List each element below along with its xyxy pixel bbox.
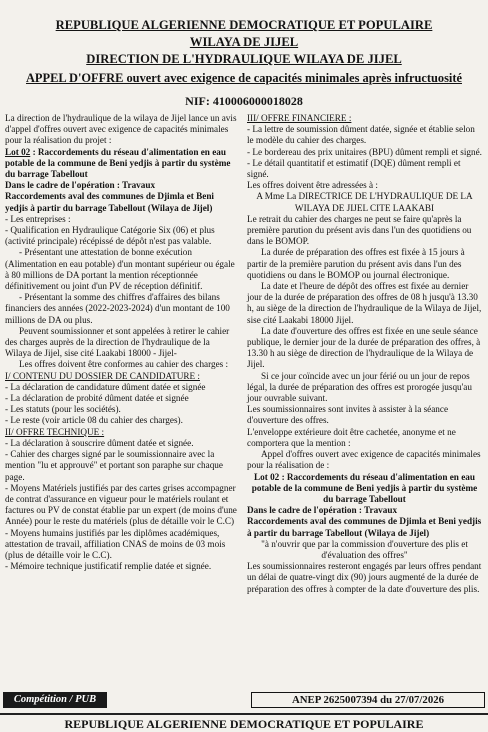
operation-label: Dans le cadre de l'opération : Travaux: [5, 180, 156, 191]
lot-title: [5, 147, 237, 181]
list-item: - La lettre de soumission dûment datée, signée et établie selon le modèle du cahier des charges.: [247, 124, 475, 146]
list-item: - La déclaration de probité dûment datée et signée: [5, 393, 189, 404]
right-column: [247, 113, 482, 595]
header-republic: REPUBLIQUE ALGERIENNE DEMOCRATIQUE ET POPULAIRE: [55, 18, 433, 32]
left-column: [5, 113, 237, 572]
qualification-req: - Qualification en Hydraulique Catégorie Six (06) et plus (activité principale) récépissé de dépôt n'est pas valable.: [5, 225, 215, 247]
intro-paragraph: La direction de l'hydraulique de la wilaya de Jijel lance un avis d'appel d'offres ouvert avec exigence de capacités minimales pour la réalisation du projet :: [5, 113, 237, 146]
attestation-req: - Présentant une attestation de bonne exécution (Alimentation en eau potable) d'un montant supérieur ou égale à 80 millions de DA portant la mention réceptionnée définitivement ou joint d'un PV de réception définitif.: [5, 247, 235, 292]
opening-date: La date d'ouverture des offres est fixée en une seule séance publique, le dernier jour de la durée de préparation des offres, à 13.30 h au siège de direction de l'hydraulique de la Wilaya de Jijel.: [247, 325, 481, 370]
nif-number: NIF: 410006000018028: [185, 94, 303, 108]
list-item: - Moyens Matériels justifiés par des cartes grises accompagner de contrat d'assurance en vigueur pour le matériels roulant et factures ou PV de constat établie par un expert (de moins d'une Année) pour le reste du matériels (plus de détaille voir le C.C): [5, 482, 237, 527]
operation-title: Raccordements aval des communes de Djimla et Beni yedjis à partir du barrage Tabellout (Wilaya de Jijel): [5, 191, 214, 213]
list-item: - La déclaration de candidature dûment datée et signée: [5, 381, 206, 392]
companies-label: - Les entreprises :: [5, 213, 71, 224]
section-financiere-title: III/ OFFRE FINANCIERE :: [247, 113, 352, 123]
withdraw-info: Peuvent soumissionner et sont appelées à retirer le cahier des charges auprès de la direction de l'hydraulique de la Wilaya de Jijel, sise cité Laakabi 18000 - Jijel-: [5, 325, 230, 359]
lot-label: Lot 02: [5, 146, 31, 157]
turnover-req: - Présentant la somme des chiffres d'affaires des bilans financiers des années (2022-2023-2024) d'un montant de 100 millions de DA ou plus.: [5, 292, 230, 325]
address-recipient: A Mme La DIRECTRICE DE L'HYDRAULIQUE DE LA WILAYA DE JIJEL CITE LAAKABI: [256, 191, 473, 213]
withdrawal-rule: Le retrait du cahier des charges ne peut se faire qu'après la première parution du présent avis dans l'un des quotidiens ou dans le BOMOP.: [247, 213, 472, 247]
list-item: - Le détail quantitatif et estimatif (DQE) dûment rempli et signé.: [247, 157, 461, 180]
list-item: - La déclaration à souscrire dûment datée et signée.: [5, 437, 194, 448]
list-item: - Le reste (voir article 08 du cahier des charges).: [5, 415, 183, 426]
envelope-mention: Appel d'offres ouvert avec exigence de capacités minimales pour la réalisation de :: [247, 449, 481, 471]
list-item: - Les statuts (pour les sociétés).: [5, 404, 121, 415]
list-item: - Moyens humains justifiés par les diplômes académiques, attestation de travail, affiliation CNAS de moins de 03 mois (plus de détaille voir le C.C).: [5, 527, 226, 560]
section-candidature-title: I/ CONTENU DU DOSSIER DE CANDIDATURE :: [5, 370, 200, 381]
deposit-date: La date et l'heure de dépôt des offres est fixée au dernier jour de la durée de préparation des offres de 08 h jusqu'à 13.30 h, au siège de la direction de l'hydraulique de la Wilaya de Jijel, sise cité Laakabi 18000 Jijel.: [247, 281, 482, 325]
list-item: - Le bordereau des prix unitaires (BPU) dûment rempli et signé.: [247, 146, 482, 157]
divider: [0, 713, 488, 715]
footer-bar: [3, 692, 485, 708]
competition-badge: Compétition / PUB: [3, 692, 107, 708]
lot-rest: : Raccordements du réseau d'alimentation en eau potable de la commune de Beni yedjis à partir du système du barrage Tabellout: [5, 146, 231, 180]
header-direction: DIRECTION DE L'HYDRAULIQUE WILAYA DE JIJEL: [86, 52, 402, 66]
operation-label-repeat: Dans le cadre de l'opération : Travaux: [247, 505, 398, 516]
header-wilaya: WILAYA DE JIJEL: [189, 35, 299, 49]
operation-title-repeat: Raccordements aval des communes de Djimla et Beni yedjis à partir du barrage Tabellout (Wilaya de Jijel): [247, 516, 482, 538]
prep-duration: La durée de préparation des offres est fixée à 15 jours à partir de la première parution du présent avis dans l'un des quotidiens ou dans le BOMOP ou journal électronique.: [247, 247, 465, 280]
list-item: - Cahier des charges signé par le soumissionnaire avec la mention "lu et approuvé" et portant son paraphe sur chaque page.: [5, 449, 223, 482]
validity-note: Les soumissionnaires resteront engagés par leurs offres pendant un délai de quatre-vingt dix (90) jours augmenté de la durée de préparation des offres à compter de la date d'ouverture des plis.: [247, 561, 482, 594]
lot-title-repeat: Lot 02 : Raccordements du réseau d'alimentation en eau potable de la commune de Beni yedjis à partir du système du barrage Tabellout: [251, 471, 478, 504]
conformity-note: Les offres doivent être conformes au cahier des charges :: [19, 359, 229, 370]
invitation-note: Les soumissionnaires sont invites à assister à la séance d'ouverture des offres.: [247, 404, 449, 426]
section-technique-title: II/ OFFRE TECHNIQUE :: [5, 426, 105, 437]
address-intro: Les offres doivent être adressées à :: [247, 180, 378, 191]
anep-reference: ANEP 2625007394 du 27/07/2026: [251, 692, 485, 708]
do-not-open-note: "à n'ouvrir que par la commission d'ouverture des plis et d'évaluation des offres": [261, 538, 468, 560]
holiday-rule: Si ce jour coïncide avec un jour férié ou un jour de repos légal, la durée de préparation des offres est prorogée jusqu'au jour ouvrable suivant.: [247, 370, 472, 404]
list-item: - Mémoire technique justificatif remplie datée et signée.: [5, 561, 212, 572]
next-ad-header: REPUBLIQUE ALGERIENNE DEMOCRATIQUE ET POPULAIRE: [64, 717, 424, 731]
tender-title: APPEL D'OFFRE ouvert avec exigence de capacités minimales après infructuosité: [25, 71, 462, 85]
envelope-note: L'enveloppe extérieure doit être cachetée, anonyme et ne comportera que la mention :: [247, 426, 456, 448]
